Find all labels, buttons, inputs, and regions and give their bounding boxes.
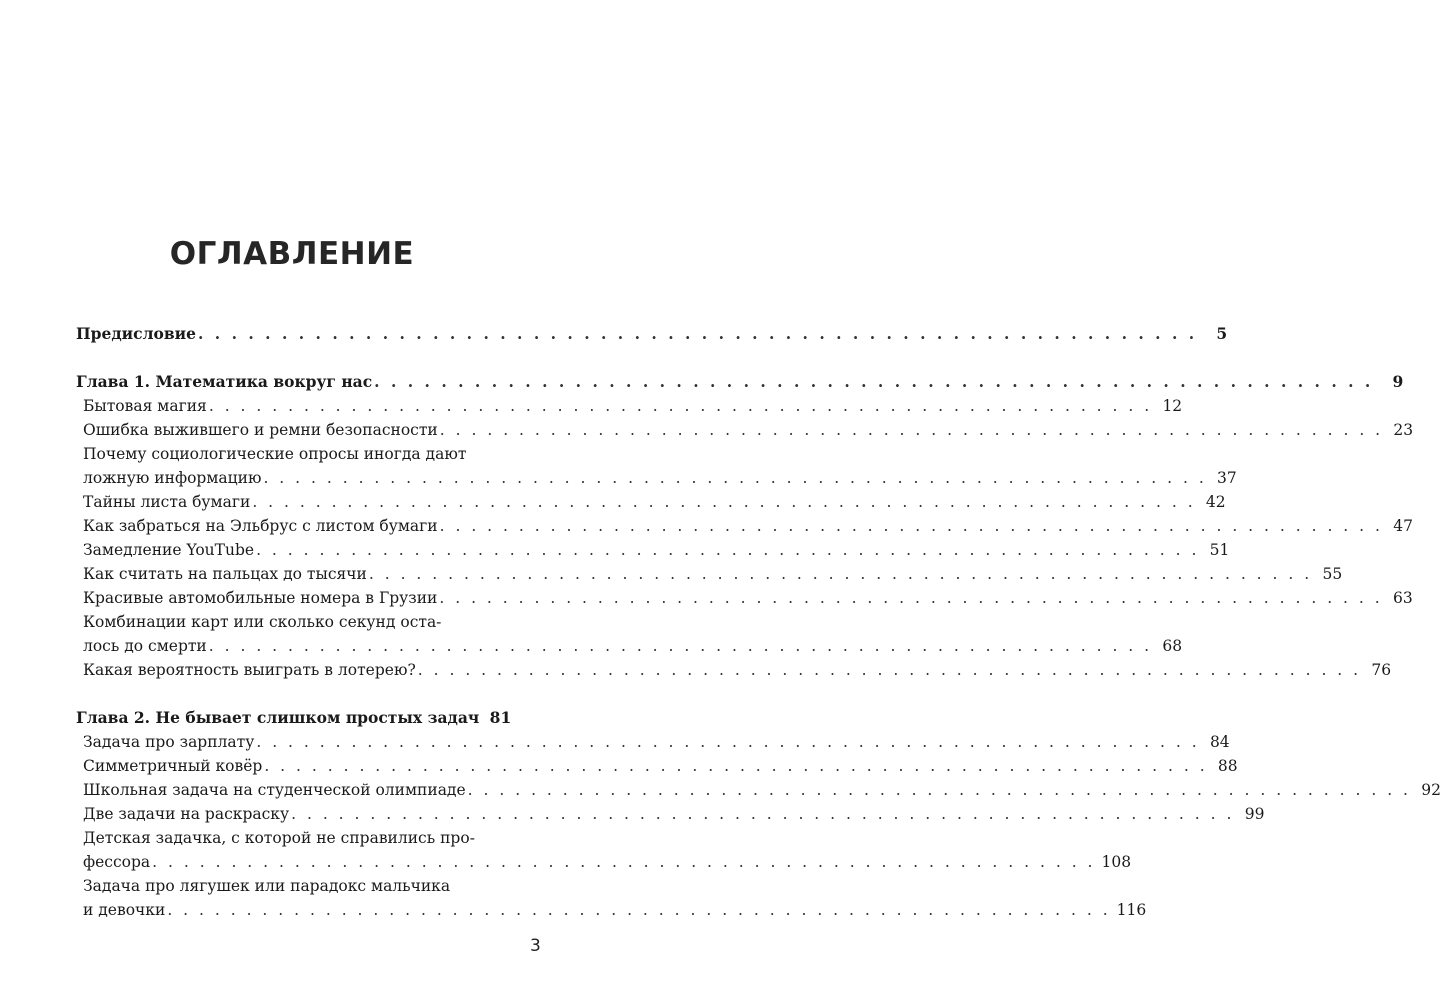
toc-chapter-2[interactable] (76, 704, 510, 728)
toc-entry[interactable] (83, 584, 1413, 608)
toc-entry-title: Симметричный ковёр (83, 757, 263, 775)
toc-entry-page: 84 (1209, 733, 1230, 751)
dot-leader: . . . . . . . . . . . . . . . . . . . . . . . . . . . . . . . . . . . . . . . . . . . . . . . . . . . . . . . . . . . . (167, 901, 1111, 919)
toc-entry-title: Две задачи на раскраску (83, 805, 290, 823)
toc-entry-line[interactable] (83, 824, 510, 848)
toc-entry-page: 99 (1244, 805, 1265, 823)
dot-leader: . . . . . . . . . . . . . . . . . . . . . . . . . . . . . . . . . . . . . . . . . . . . . . . . . . . . . . . . . . . . (368, 565, 1313, 583)
dot-leader: . . . . . . . . . . . . . . . . . . . . . . . . . . . . . . . . . . . . . . . . . . . . . . . . . . . . . . . . . . . . (263, 469, 1207, 487)
toc-entry[interactable] (83, 464, 1237, 488)
toc-entry-title: Как считать на пальцах до тысячи (83, 565, 367, 583)
toc-entry-title: Задача про лягушек или парадокс мальчика (83, 877, 451, 895)
toc-entry-page: 108 (1101, 853, 1132, 871)
toc-entry-page: 92 (1421, 781, 1441, 799)
toc-entry[interactable] (83, 800, 1265, 824)
dot-leader: . . . . . . . . . . . . . . . . . . . . . . . . . . . . . . . . . . . . . . . . . . . . . . . . . . . . . . . . . . . . (208, 397, 1153, 415)
toc-entry[interactable] (83, 632, 1183, 656)
toc-chapter-title: Глава 1. Математика вокруг нас (76, 372, 373, 391)
toc-entry-title: Бытовая магия (83, 397, 207, 415)
dot-leader: . . . . . . . . . . . . . . . . . . . . . . . . . . . . . . . . . . . . . . . . . . . . . . . . . . . . . . . . . . . . (152, 853, 1096, 871)
toc-entry[interactable] (83, 728, 1230, 752)
toc-entry-title: Замедление YouTube (83, 541, 255, 559)
toc-chapter-title: Глава 2. Не бывает слишком простых задач (76, 708, 480, 727)
toc-entry-page: 51 (1209, 541, 1230, 559)
toc-entry-title: Школьная задача на студенческой олимпиаде (83, 781, 466, 799)
toc-entry-line[interactable] (83, 872, 510, 896)
toc-entry[interactable] (83, 488, 1226, 512)
toc-entry-page: 55 (1322, 565, 1343, 583)
dot-leader: . . . . . . . . . . . . . . . . . . . . . . . . . . . . . . . . . . . . . . . . . . . . . . . . . . . . . . . . . . . . (439, 517, 1383, 535)
toc-entry-page: 47 (1393, 517, 1413, 535)
toc-entry[interactable] (83, 896, 1147, 920)
dot-leader: . . . . . . . . . . . . . . . . . . . . . . . . . . . . . . . . . . . . . . . . . . . . . . . . . . . . . . . . . . . . (256, 733, 1200, 751)
toc-entry-title: Тайны листа бумаги (83, 493, 251, 511)
toc-entry[interactable] (83, 752, 1238, 776)
toc-entry[interactable] (83, 848, 1132, 872)
toc-entry-line[interactable] (83, 608, 510, 632)
page-number: 3 (530, 936, 541, 956)
toc-entry-page: 37 (1217, 469, 1237, 487)
toc-entry-title: Почему социологические опросы иногда дают (83, 445, 467, 463)
toc-chapter-1[interactable] (76, 368, 1404, 392)
dot-leader: . . . . . . . . . . . . . . . . . . . . . . . . . . . . . . . . . . . . . . . . . . . . . . . . . . . . . . . . . . . . (374, 372, 1374, 391)
toc-entry-page: 12 (1162, 397, 1183, 415)
toc-entry-title: Как забраться на Эльбрус с листом бумаги (83, 517, 438, 535)
dot-leader: . . . . . . . . . . . . . . . . . . . . . . . . . . . . . . . . . . . . . . . . . . . . . . . . . . . . . . . . . . . . (467, 781, 1411, 799)
toc-entry[interactable] (83, 536, 1230, 560)
toc-entry-title: Красивые автомобильные номера в Грузии (83, 589, 438, 607)
toc-entry[interactable] (83, 512, 1413, 536)
toc-entry[interactable] (83, 416, 1414, 440)
dot-leader: . . . . . . . . . . . . . . . . . . . . . . . . . . . . . . . . . . . . . . . . . . . . . . . . . . . . . . . . . . . . (256, 541, 1200, 559)
dot-leader: . . . . . . . . . . . . . . . . . . . . . . . . . . . . . . . . . . . . . . . . . . . . . . . . . . . . . . . . . . . . (417, 661, 1362, 679)
toc-entry-title: Детская задачка, с которой не справились про- (83, 829, 475, 847)
dot-leader: . . . . . . . . . . . . . . . . . . . . . . . . . . . . . . . . . . . . . . . . . . . . . . . . . . . . . . . . . . . . (198, 324, 1198, 343)
dot-leader: . . . . . . . . . . . . . . . . . . . . . . . . . . . . . . . . . . . . . . . . . . . . . . . . . . . . . . . . . . . . (291, 805, 1235, 823)
toc-chapter-page: 9 (1392, 372, 1404, 391)
toc-entry-title-cont: фессора (83, 853, 151, 871)
toc-entry-title: Задача про зарплату (83, 733, 255, 751)
toc-entry-page: 68 (1162, 637, 1183, 655)
dot-leader: . . . . . . . . . . . . . . . . . . . . . . . . . . . . . . . . . . . . . . . . . . . . . . . . . . . . . . . . . . . . (252, 493, 1196, 511)
toc-entry-page: 23 (1393, 421, 1414, 439)
page-title: ОГЛАВЛЕНИЕ (169, 236, 415, 272)
toc-entry-title-cont: ложную информацию (83, 469, 262, 487)
toc-entry-title: Комбинации карт или сколько секунд оста- (83, 613, 442, 631)
toc-entry-page: 5 (1216, 324, 1228, 343)
toc-entry-page: 63 (1392, 589, 1413, 607)
toc-chapter-page: 81 (489, 708, 512, 727)
dot-leader: . . . . . . . . . . . . . . . . . . . . . . . . . . . . . . . . . . . . . . . . . . . . . . . . . . . . . . . . . . . . (439, 589, 1383, 607)
toc-entry-title: Какая вероятность выиграть в лотерею? (83, 661, 416, 679)
toc-entry-page: 42 (1205, 493, 1226, 511)
toc-entry-line[interactable] (83, 440, 510, 464)
toc-entry-title: Ошибка выжившего и ремни безопасности (83, 421, 438, 439)
toc-entry-title-cont: лось до смерти (83, 637, 207, 655)
toc-entry[interactable] (83, 392, 1183, 416)
dot-leader: . . . . . . . . . . . . . . . . . . . . . . . . . . . . . . . . . . . . . . . . . . . . . . . . . . . . . . . . . . . . (264, 757, 1208, 775)
dot-leader: . . . . . . . . . . . . . . . . . . . . . . . . . . . . . . . . . . . . . . . . . . . . . . . . . . . . . . . . . . . . (208, 637, 1153, 655)
dot-leader: . . . . . . . . . . . . . . . . . . . . . . . . . . . . . . . . . . . . . . . . . . . . . . . . . . . . . . . . . . . . (439, 421, 1384, 439)
toc-entry-title-cont: и девочки (83, 901, 166, 919)
toc-entry[interactable] (83, 560, 1343, 584)
toc-entry-page: 116 (1116, 901, 1147, 919)
toc-entry[interactable] (83, 776, 1441, 800)
toc-entry[interactable] (83, 656, 1392, 680)
toc-entry-preface[interactable] (76, 320, 1228, 344)
toc-entry-page: 76 (1371, 661, 1392, 679)
toc-entry-title: Предисловие (76, 324, 196, 343)
toc-entry-page: 88 (1217, 757, 1238, 775)
